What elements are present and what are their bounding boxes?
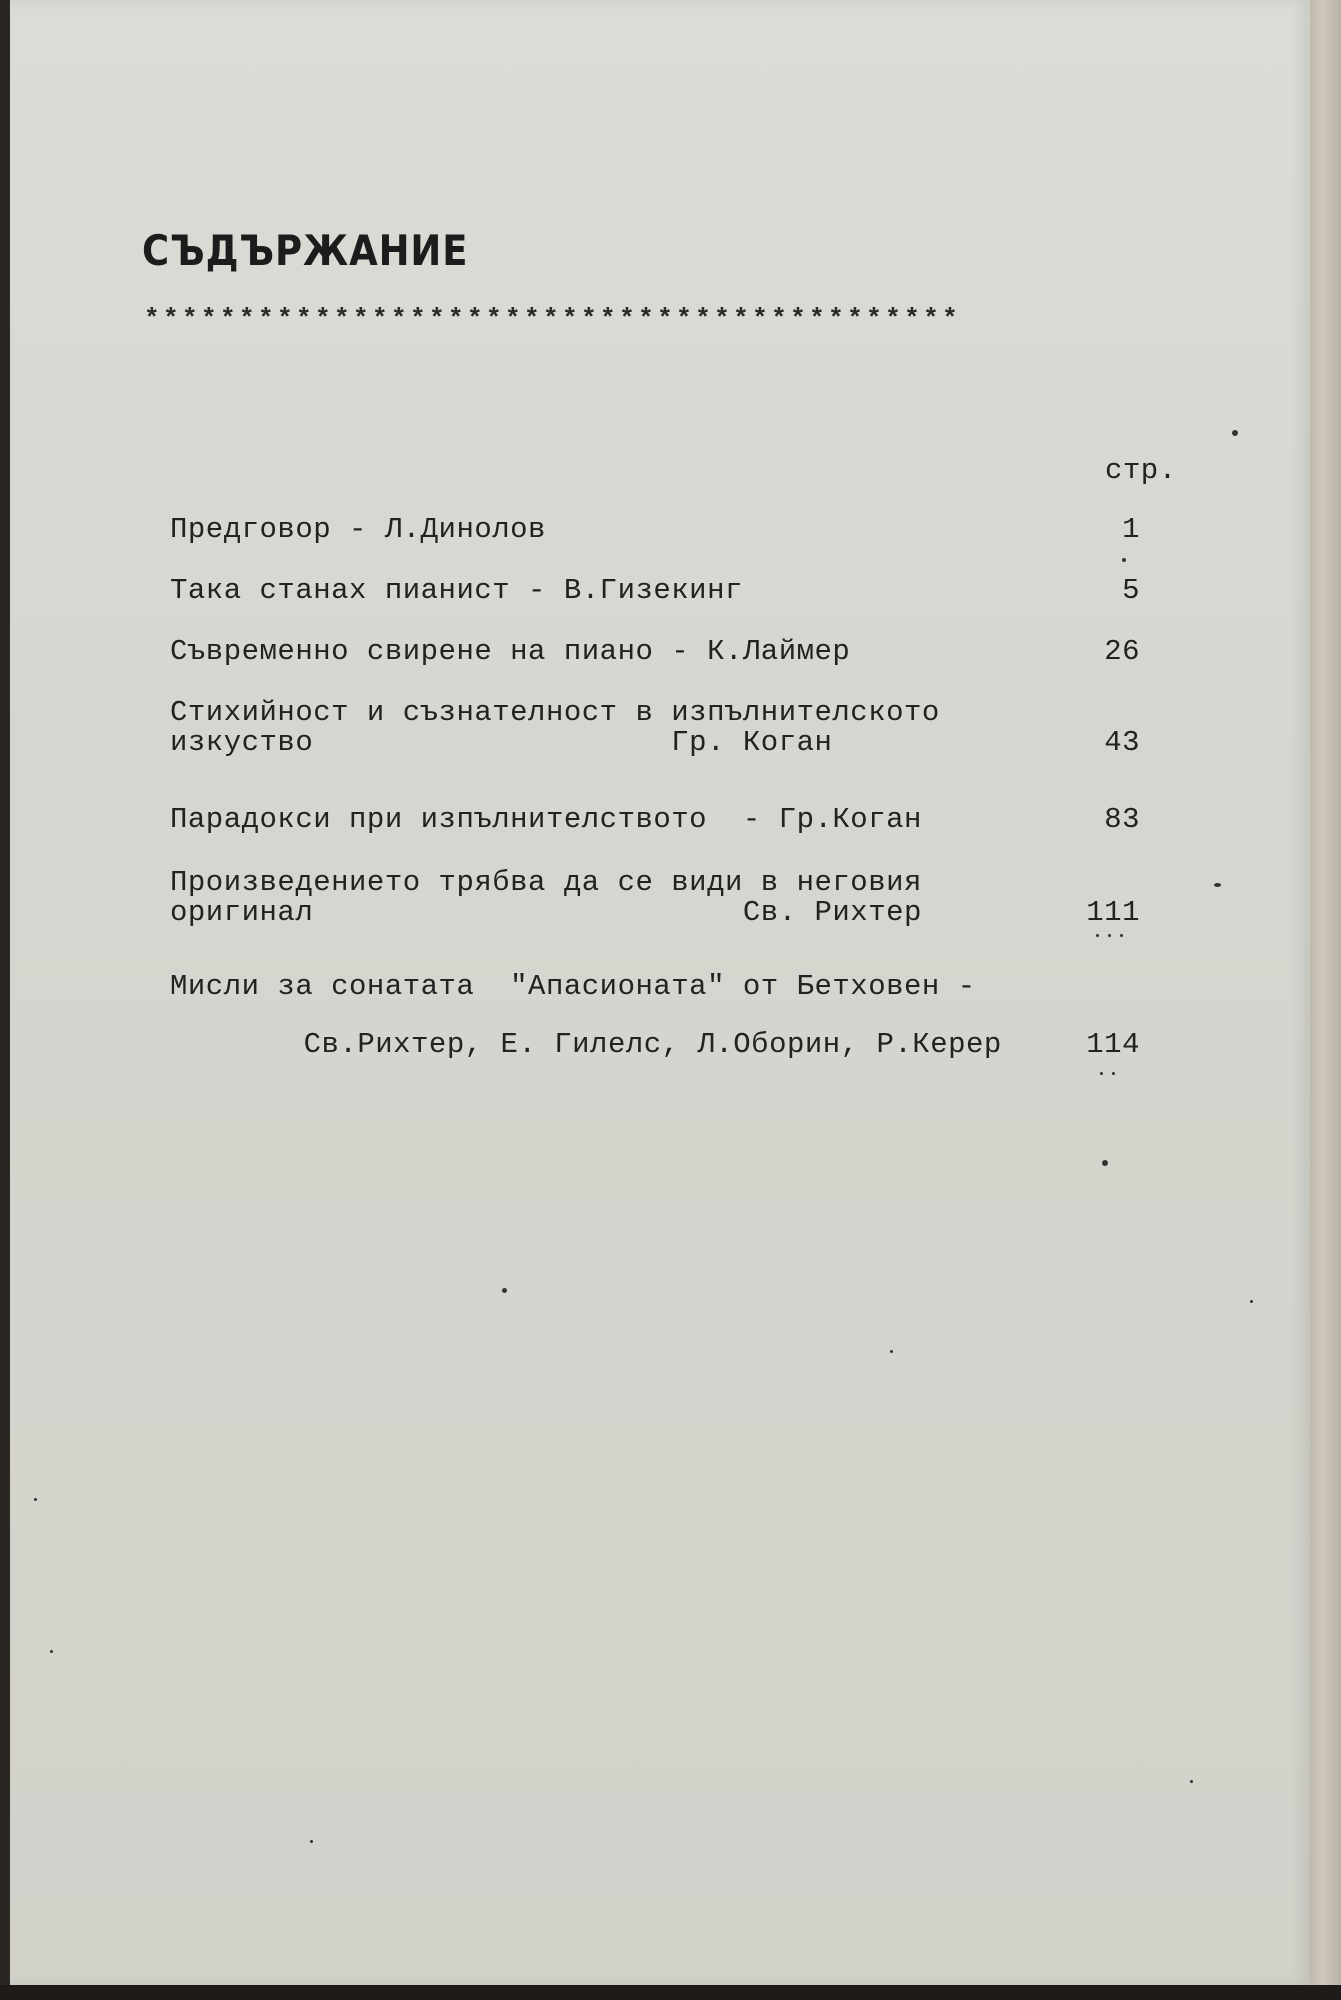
page-column-label: стр. (1105, 454, 1177, 487)
ink-speck (50, 1650, 53, 1653)
toc-entry-title-continued: изкуство Гр. Коган (170, 726, 833, 759)
ink-speck (1122, 558, 1126, 562)
toc-entry-page: 26 (1104, 635, 1140, 668)
ink-speck (1108, 934, 1111, 937)
ink-speck (1100, 1072, 1103, 1075)
toc-entry-authors: Св.Рихтер, Е. Гилелс, Л.Оборин, Р.Керер (232, 1028, 1002, 1061)
toc-entry-title: Съвременно свирене на пиано - К.Лаймер (170, 635, 851, 668)
ink-speck (1190, 1780, 1193, 1783)
toc-entry-title: Предговор - Л.Динолов (170, 513, 546, 546)
page-edge (1310, 0, 1341, 2000)
ink-speck (1250, 1300, 1253, 1303)
toc-entry-page: 1 (1122, 513, 1140, 546)
toc-entry-title-continued: оригинал Св. Рихтер (170, 896, 922, 929)
toc-entry-page: 43 (1104, 726, 1140, 759)
toc-entry-title: Мисли за сонатата "Апасионата" от Бетховен - (170, 970, 976, 1003)
ink-speck (1096, 934, 1099, 937)
document-page (10, 0, 1310, 1985)
star-divider: ******************************************* (144, 304, 962, 334)
toc-entry-title: Стихийност и съзнателност в изпълнителското (170, 696, 940, 729)
ink-speck (1232, 430, 1238, 436)
ink-speck (1120, 934, 1123, 937)
ink-speck (1102, 1160, 1108, 1166)
ink-speck (310, 1840, 313, 1843)
toc-entry-title: Така станах пианист - В.Гизекинг (170, 574, 743, 607)
background-strip (0, 1985, 1341, 2000)
ink-speck (1112, 1072, 1115, 1075)
toc-entry-title: Произведението трябва да се види в неговия (170, 866, 922, 899)
ink-speck (34, 1498, 37, 1501)
page-title: СЪДЪРЖАНИЕ (142, 226, 469, 275)
ink-speck (890, 1350, 893, 1353)
toc-entry-title: Парадокси при изпълнителството - Гр.Коган (170, 803, 922, 836)
toc-entry-page: 114 (1086, 1028, 1140, 1061)
toc-entry-page: 83 (1104, 803, 1140, 836)
ink-speck (1214, 883, 1221, 887)
toc-entry-page: 111 (1086, 896, 1140, 929)
ink-speck (502, 1288, 507, 1293)
toc-entry-page: 5 (1122, 574, 1140, 607)
